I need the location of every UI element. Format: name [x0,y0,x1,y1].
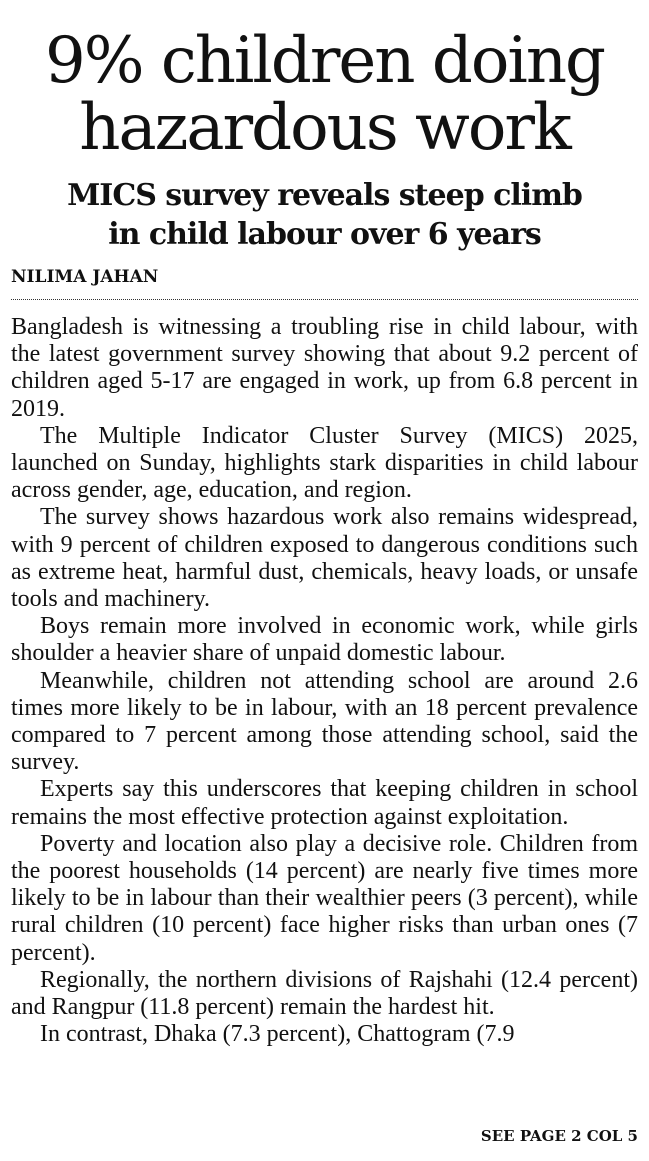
continuation-jump-line: SEE PAGE 2 COL 5 [480,1127,638,1145]
subheadline-line-1: MICS survey reveals steep climb [67,178,582,213]
paragraph: Poverty and location also play a decisive role. Children from the poorest households (14 percent) are nearly five times more likely to be in labour than their wealthier peers (3 percent), while rural children (10 percent) face higher risks than urban ones (7 percent). [11,830,638,966]
paragraph: The survey shows hazardous work also remains widespread, with 9 percent of children exposed to dangerous conditions such as extreme heat, harmful dust, chemicals, heavy loads, or unsafe tools and machinery. [11,504,638,613]
dotted-divider [11,299,638,300]
byline: NILIMA JAHAN [11,267,159,287]
paragraph: Boys remain more involved in economic work, while girls shoulder a heavier share of unpaid domestic labour. [11,613,638,667]
paragraph: Meanwhile, children not attending school are around 2.6 times more likely to be in labour, with an 18 percent prevalence compared to 7 percent among those attending school, said the survey. [11,667,638,776]
headline-line-2: hazardous work [79,91,570,165]
paragraph: Experts say this underscores that keeping children in school remains the most effective protection against exploitation. [11,776,638,830]
headline [11,24,638,165]
paragraph: In contrast, Dhaka (7.3 percent), Chattogram (7.9 [40,1021,515,1048]
article-body [11,314,638,1048]
headline-line-1: 9% children doing [44,24,605,98]
subheadline-line-2: in child labour over 6 years [108,217,541,252]
paragraph: The Multiple Indicator Cluster Survey (MICS) 2025, launched on Sunday, highlights stark disparities in child labour across gender, age, education, and region. [11,422,638,504]
subheadline [11,176,638,254]
paragraph: Regionally, the northern divisions of Rajshahi (12.4 percent) and Rangpur (11.8 percent) remain the hardest hit. [11,966,638,1021]
paragraph: Bangladesh is witnessing a troubling rise in child labour, with the latest government survey showing that about 9.2 percent of children aged 5-17 are engaged in work, up from 6.8 percent in 2019. [11,314,638,422]
